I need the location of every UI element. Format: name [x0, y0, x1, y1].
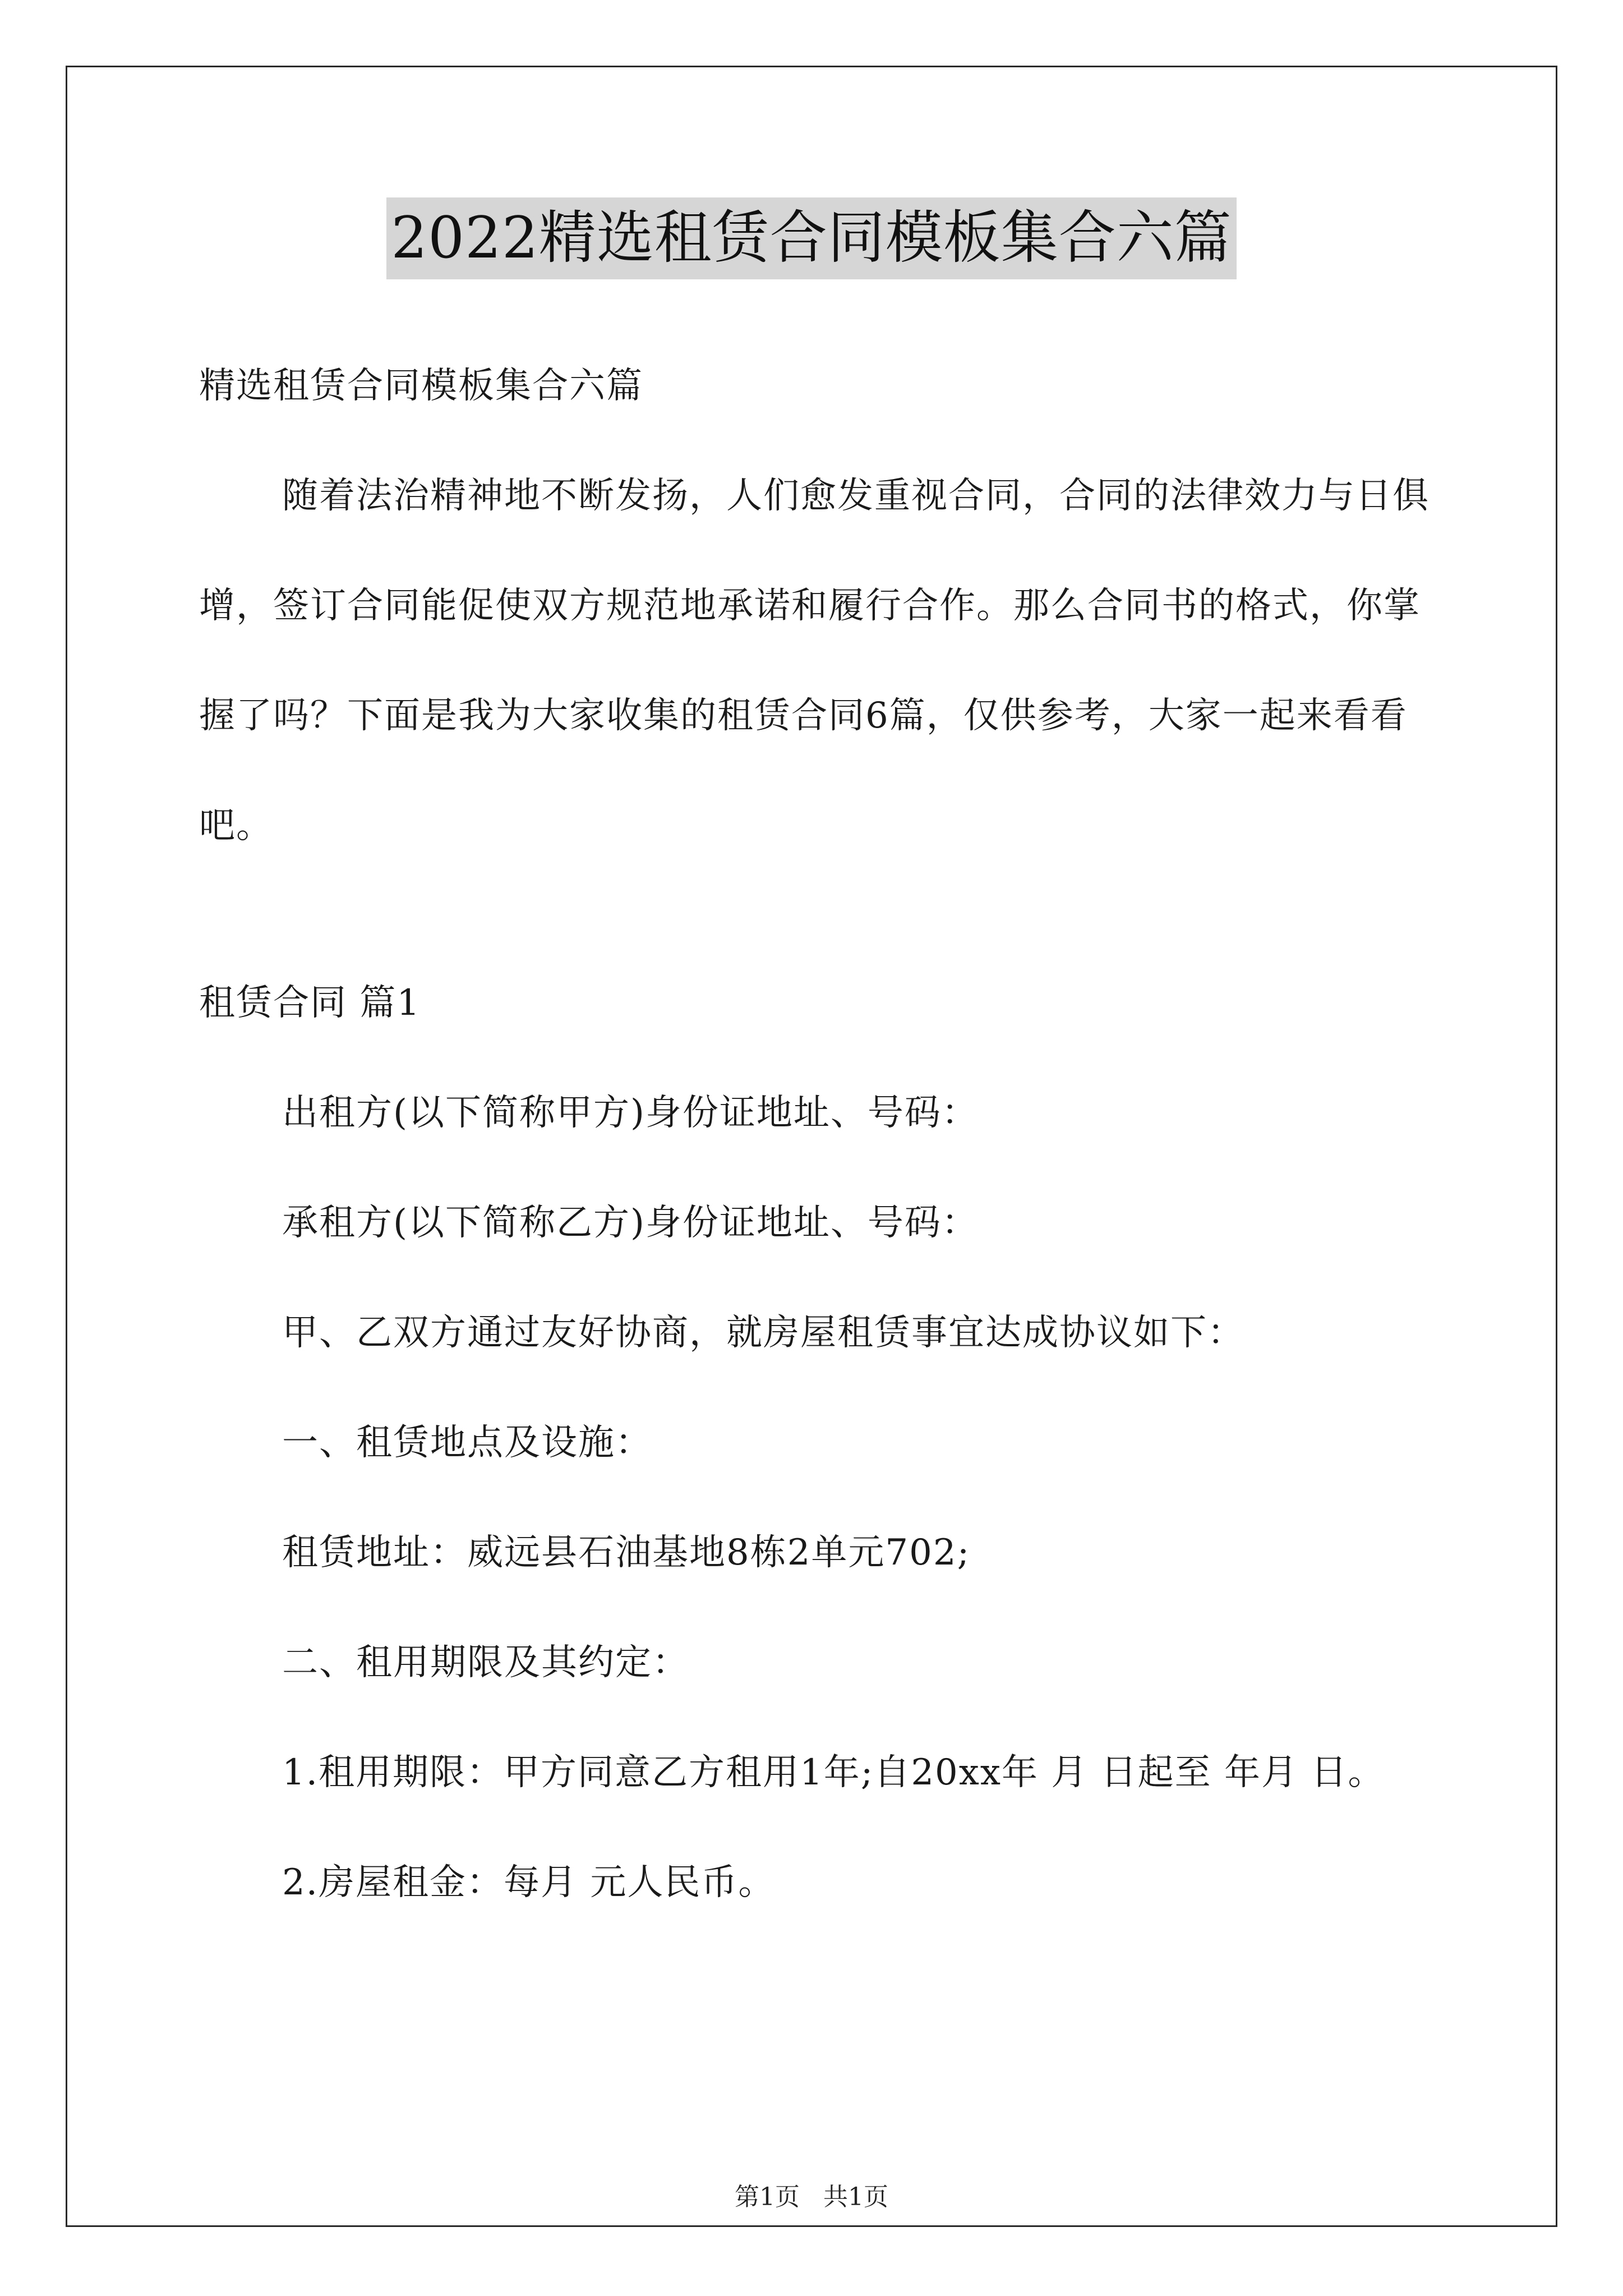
document-title: 2022精选租赁合同模板集合六篇 [386, 197, 1237, 279]
title-container [0, 197, 1623, 279]
page-total: 共1页 [823, 2183, 888, 2211]
clause-agreement: 甲、乙双方通过友好协商，就房屋租赁事宜达成协议如下： [282, 1312, 1244, 1354]
clause-lessor: 出租方(以下简称甲方)身份证地址、号码： [282, 1092, 979, 1134]
document-body [199, 331, 1433, 1938]
clause-heading-location: 一、租赁地点及设施： [282, 1422, 652, 1464]
page-footer [0, 2177, 1623, 2212]
subtitle: 精选租赁合同模板集合六篇 [199, 365, 643, 407]
clause-address: 租赁地址：威远县石油基地8栋2单元702; [282, 1532, 971, 1573]
page-current: 第1页 [735, 2183, 800, 2211]
section-heading: 租赁合同 篇1 [199, 982, 421, 1024]
clause-lessee: 承租方(以下简称乙方)身份证地址、号码： [282, 1202, 979, 1244]
clause-term: 1.租用期限：甲方同意乙方租用1年;自20xx年 月 日起至 年月 日。 [282, 1752, 1385, 1793]
clause-rent: 2.房屋租金：每月 元人民币。 [282, 1862, 776, 1903]
clause-heading-term: 二、租用期限及其约定： [282, 1642, 689, 1683]
intro-paragraph: 随着法治精神地不断发扬，人们愈发重视合同，合同的法律效力与日俱增，签订合同能促使双方规范地承诺和履行合作。那么合同书的格式，你掌握了吗？下面是我为大家收集的租赁合同6篇，仅供参考，大家一起来看看吧。 [199, 475, 1430, 846]
